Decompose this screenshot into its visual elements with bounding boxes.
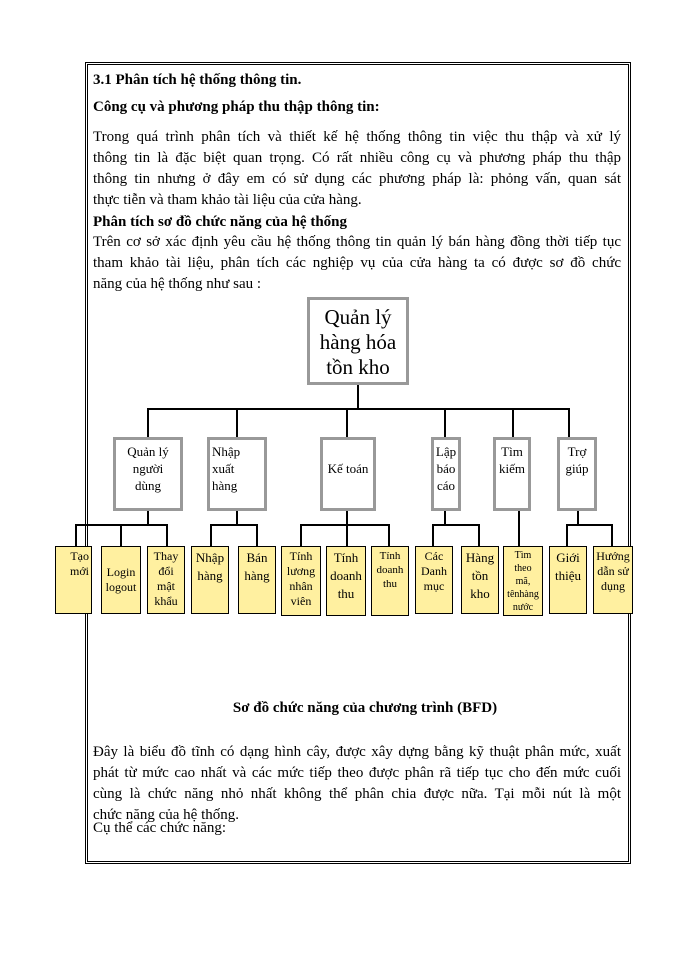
module-reports: Lập báo cáo	[431, 437, 461, 511]
connector	[300, 524, 302, 546]
root-node: Quản lý hàng hóa tồn kho	[307, 297, 409, 385]
function-catalogs: Các Danh mục	[415, 546, 453, 614]
para2-line: Trên cơ sở xác định yêu cầu hệ thống thông tin quản lý bán hàng đồng thời tiếp tục	[93, 234, 621, 250]
connector	[444, 408, 446, 438]
connector	[210, 524, 258, 526]
function-change-password: Thay đổi mật khẩu	[147, 546, 185, 614]
diagram-caption: Sơ đồ chức năng của chương trình (BFD)	[232, 700, 498, 716]
module-user-management: Quản lý người dùng	[113, 437, 183, 511]
connector	[357, 385, 359, 409]
connector	[120, 524, 122, 546]
para3-line: phát từ mức cao nhất và các mức tiếp theo được phân rã tiếp tục cho đến mức cuối	[93, 765, 621, 781]
para1-line: thông tin nhưng ở đây em có sử dụng các phương pháp là: phỏng vấn, quan sát	[93, 171, 621, 187]
connector	[147, 408, 569, 410]
function-revenue: Tính doanh thu	[326, 546, 366, 616]
connector	[75, 524, 77, 546]
module-accounting: Kế toán	[320, 437, 376, 511]
para3-line: cùng là chức năng nhỏ nhất không thể phân chia được nữa. Tại mỗi nút là một	[93, 786, 621, 802]
connector	[236, 511, 238, 525]
connector	[512, 408, 514, 438]
connector	[432, 524, 480, 526]
connector	[236, 408, 238, 438]
module-import-export: Nhập xuất hàng	[207, 437, 267, 511]
module-search: Tìm kiếm	[493, 437, 531, 511]
connector	[566, 524, 568, 546]
connector	[478, 524, 480, 546]
connector	[518, 511, 520, 546]
para3-line: chức năng của hệ thống.	[93, 807, 239, 823]
connector	[388, 524, 390, 546]
connector	[210, 524, 212, 546]
connector	[566, 524, 613, 526]
connector	[577, 511, 579, 525]
connector	[432, 524, 434, 546]
para2-line: năng của hệ thống như sau :	[93, 276, 262, 292]
section-title: 3.1 Phân tích hệ thống thông tin.	[93, 72, 302, 88]
connector	[300, 524, 390, 526]
function-goods-receipt: Nhập hàng	[191, 546, 229, 614]
para1-line: thực tiễn và tham khảo tài liệu của cửa hàng.	[93, 192, 362, 208]
subtitle-bfd: Phân tích sơ đồ chức năng của hệ thống	[93, 214, 348, 230]
function-sales: Bán hàng	[238, 546, 276, 614]
para3-line: Cụ thể các chức năng:	[93, 820, 227, 836]
function-stock: Hàng tồn kho	[461, 546, 499, 614]
connector	[166, 524, 168, 546]
para2-line: tham khảo tài liệu, phân tích các nghiệp vụ của cửa hàng ta có được sơ đồ chức	[93, 255, 621, 271]
connector	[346, 511, 348, 525]
subtitle-methods: Công cụ và phương pháp thu thập thông tin:	[93, 99, 380, 115]
function-introduction: Giới thiệu	[549, 546, 587, 614]
function-revenue-2: Tính doanh thu	[371, 546, 409, 616]
module-help: Trợ giúp	[557, 437, 597, 511]
connector	[256, 524, 258, 546]
function-payroll: Tính lương nhân viên	[281, 546, 321, 616]
function-search-by-code: Tìm theo mã, tênhàng nước	[503, 546, 543, 616]
para3-line: Đây là biểu đồ tĩnh có dạng hình cây, được xây dựng bằng kỹ thuật phân mức, xuất	[93, 744, 621, 760]
connector	[147, 511, 149, 525]
connector	[568, 408, 570, 438]
para1-line: thông tin là đặc biệt quan trọng. Có rất nhiều công cụ và phương pháp thu thập	[93, 150, 621, 166]
connector	[346, 524, 348, 546]
connector	[611, 524, 613, 546]
connector	[147, 408, 149, 438]
connector	[444, 511, 446, 525]
function-login-logout: Login logout	[101, 546, 141, 614]
connector	[346, 408, 348, 438]
function-create-new: Tạo mới	[55, 546, 92, 614]
para1-line: Trong quá trình phân tích và thiết kế hệ thống thông tin việc thu thập và xử lý	[93, 129, 621, 145]
function-user-guide: Hướng dẫn sử dụng	[593, 546, 633, 614]
